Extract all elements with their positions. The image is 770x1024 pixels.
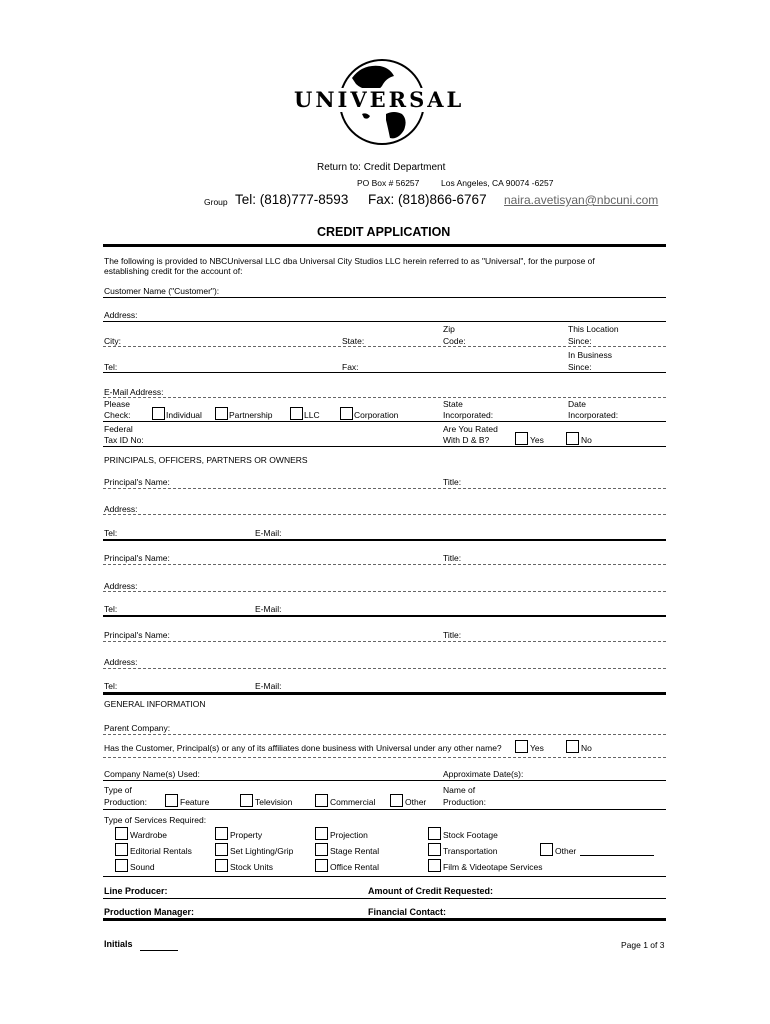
stock-units-label: Stock Units [230, 862, 273, 872]
customer-name-label: Customer Name ("Customer"): [104, 286, 220, 296]
please-label: Please [104, 399, 130, 409]
other-name-yes-checkbox[interactable] [515, 740, 528, 753]
type-of-label: Type of [104, 785, 132, 795]
principal-1-title: Title: [443, 477, 462, 487]
wardrobe-label: Wardrobe [130, 830, 168, 840]
editorial-rentals-label: Editorial Rentals [130, 846, 192, 856]
parent-company-label: Parent Company: [104, 723, 171, 733]
type-of-production: Production: [104, 797, 147, 807]
set-lighting-label: Set Lighting/Grip [230, 846, 294, 856]
state-label: State: [342, 336, 365, 346]
name-of-label: Name of [443, 785, 476, 795]
corporation-checkbox[interactable] [340, 407, 353, 420]
city-label: City: [104, 336, 121, 346]
city-line: Los Angeles, CA 90074 -6257 [441, 178, 554, 188]
check-label: Check: [104, 410, 131, 420]
partnership-label: Partnership [229, 410, 273, 420]
db-no-checkbox[interactable] [566, 432, 579, 445]
principals-heading: PRINCIPALS, OFFICERS, PARTNERS OR OWNERS [104, 455, 308, 465]
other-production-label: Other [405, 797, 427, 807]
state-inc-label: State [443, 399, 463, 409]
credit-requested-label: Amount of Credit Requested: [368, 886, 493, 896]
db-rated-question: With D & B? [443, 435, 490, 445]
feature-checkbox[interactable] [165, 794, 178, 807]
transportation-label: Transportation [443, 846, 498, 856]
principal-1-email: E-Mail: [255, 528, 282, 538]
in-business-since: Since: [568, 362, 592, 372]
approx-dates-label: Approximate Date(s): [443, 769, 524, 779]
line-producer-label: Line Producer: [104, 886, 168, 896]
partnership-checkbox[interactable] [215, 407, 228, 420]
return-to: Return to: Credit Department [317, 162, 446, 173]
television-checkbox[interactable] [240, 794, 253, 807]
property-checkbox[interactable] [215, 827, 228, 840]
db-yes-checkbox[interactable] [515, 432, 528, 445]
intro-line-1: The following is provided to NBCUniversal LLC dba Universal City Studios LLC herein referred to as "Universal", for the purpose of [104, 256, 595, 266]
stock-footage-label: Stock Footage [443, 830, 498, 840]
general-heading: GENERAL INFORMATION [104, 699, 206, 709]
film-videotape-label: Film & Videotape Services [443, 862, 543, 872]
services-heading: Type of Services Required: [104, 815, 207, 825]
fax-label: Fax: [342, 362, 359, 372]
date-incorporated: Incorporated: [568, 410, 619, 420]
other-production-checkbox[interactable] [390, 794, 403, 807]
stage-rental-checkbox[interactable] [315, 843, 328, 856]
group-label: Group [204, 197, 228, 207]
office-rental-label: Office Rental [330, 862, 379, 872]
stock-footage-checkbox[interactable] [428, 827, 441, 840]
tax-id-label: Tax ID No: [104, 435, 144, 445]
this-location-label: This Location [568, 324, 619, 334]
this-location-since: Since: [568, 336, 592, 346]
television-label: Television [255, 797, 293, 807]
company-names-label: Company Name(s) Used: [104, 769, 200, 779]
principal-1-tel: Tel: [104, 528, 118, 538]
projection-label: Projection [330, 830, 368, 840]
date-inc-label: Date [568, 399, 586, 409]
zip-code-label: Code: [443, 336, 466, 346]
in-business-label: In Business [568, 350, 612, 360]
transportation-checkbox[interactable] [428, 843, 441, 856]
stock-units-checkbox[interactable] [215, 859, 228, 872]
principal-1-address: Address: [104, 504, 138, 514]
principal-3-address: Address: [104, 657, 138, 667]
page-title: CREDIT APPLICATION [317, 225, 451, 239]
other-service-line[interactable] [580, 855, 654, 856]
corporation-label: Corporation [354, 410, 399, 420]
projection-checkbox[interactable] [315, 827, 328, 840]
llc-label: LLC [304, 410, 320, 420]
tel-label: Tel: [104, 362, 118, 372]
db-no-label: No [581, 435, 592, 445]
state-incorporated: Incorporated: [443, 410, 494, 420]
fax: Fax: (818)866-6767 [368, 192, 487, 207]
initials-line[interactable] [140, 950, 178, 951]
commercial-checkbox[interactable] [315, 794, 328, 807]
other-name-question: Has the Customer, Principal(s) or any of its affiliates done business with Universal under any other name? [104, 743, 502, 753]
federal-label: Federal [104, 424, 133, 434]
zip-label: Zip [443, 324, 455, 334]
financial-contact-label: Financial Contact: [368, 907, 447, 917]
wardrobe-checkbox[interactable] [115, 827, 128, 840]
individual-checkbox[interactable] [152, 407, 165, 420]
principal-2-name: Principal's Name: [104, 553, 170, 563]
property-label: Property [230, 830, 263, 840]
db-yes-label: Yes [530, 435, 544, 445]
other-service-checkbox[interactable] [540, 843, 553, 856]
sound-checkbox[interactable] [115, 859, 128, 872]
principal-3-email: E-Mail: [255, 681, 282, 691]
logo-wordmark: UNIVERSAL [294, 87, 465, 112]
feature-label: Feature [180, 797, 210, 807]
individual-label: Individual [166, 410, 202, 420]
office-rental-checkbox[interactable] [315, 859, 328, 872]
name-of-production: Production: [443, 797, 486, 807]
po-box: PO Box # 56257 [357, 178, 420, 188]
principal-3-name: Principal's Name: [104, 630, 170, 640]
principal-2-title: Title: [443, 553, 462, 563]
film-videotape-checkbox[interactable] [428, 859, 441, 872]
set-lighting-checkbox[interactable] [215, 843, 228, 856]
editorial-rentals-checkbox[interactable] [115, 843, 128, 856]
llc-checkbox[interactable] [290, 407, 303, 420]
production-manager-label: Production Manager: [104, 907, 195, 917]
commercial-label: Commercial [330, 797, 376, 807]
other-service-label: Other [555, 846, 577, 856]
other-name-no-checkbox[interactable] [566, 740, 579, 753]
principal-2-email: E-Mail: [255, 604, 282, 614]
address-label: Address: [104, 310, 138, 320]
intro-line-2: establishing credit for the account of: [104, 266, 243, 276]
email-link[interactable]: naira.avetisyan@nbcuni.com [504, 193, 659, 207]
other-name-yes-label: Yes [530, 743, 544, 753]
db-rated-label: Are You Rated [443, 424, 498, 434]
sound-label: Sound [130, 862, 155, 872]
phone: Tel: (818)777-8593 [235, 192, 349, 207]
principal-3-tel: Tel: [104, 681, 118, 691]
principal-2-address: Address: [104, 581, 138, 591]
principal-2-tel: Tel: [104, 604, 118, 614]
other-name-no-label: No [581, 743, 592, 753]
principal-3-title: Title: [443, 630, 462, 640]
initials-label: Initials [104, 939, 133, 949]
stage-rental-label: Stage Rental [330, 846, 380, 856]
page-number: Page 1 of 3 [621, 940, 665, 950]
principal-1-name: Principal's Name: [104, 477, 170, 487]
email-address-label: E-Mail Address: [104, 387, 164, 397]
